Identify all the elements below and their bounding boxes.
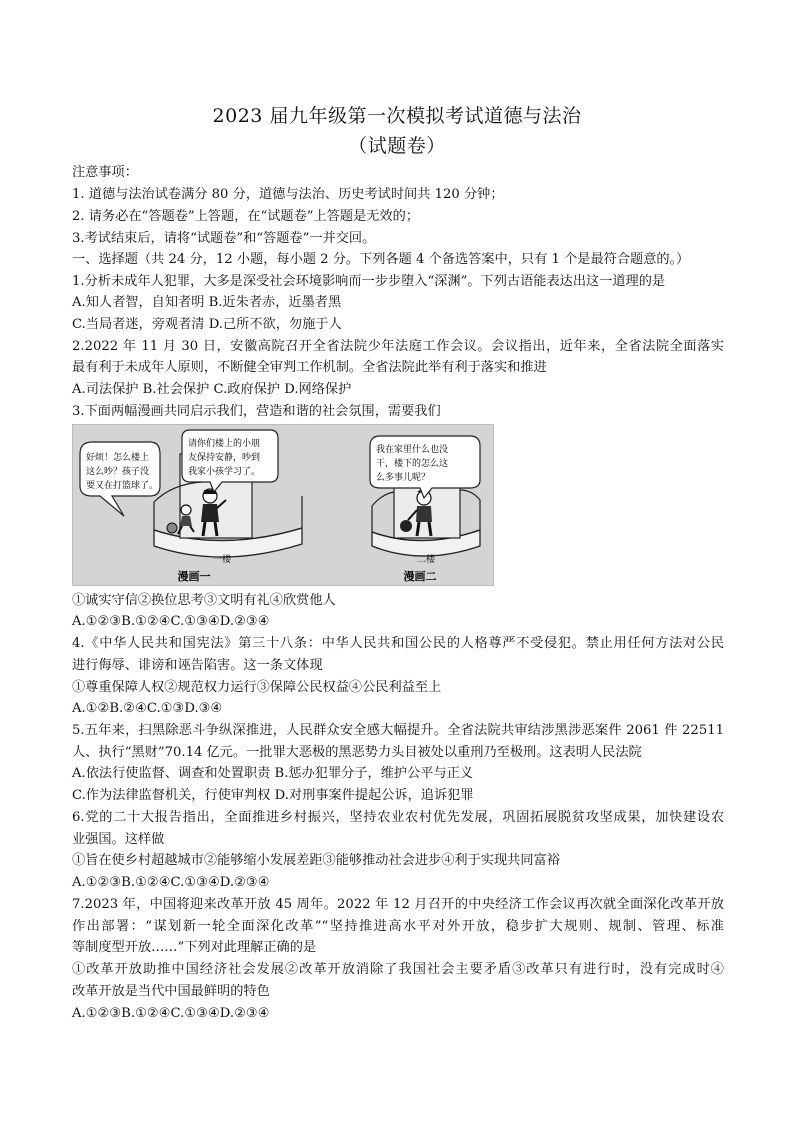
note-item-1: 1. 道德与法治试卷满分 80 分，道德与法治、历史考试时间共 120 分钟； [72, 187, 504, 202]
q3-comic-image [72, 424, 494, 586]
comic-floor1-label: 一楼 [212, 555, 232, 565]
q5-stem-line1: 5.五年来，扫黑除恶斗争纵深推进，人民群众安全感大幅提升。全省法院共审结涉黑涉恶案件 2061 件 22511 [72, 723, 724, 738]
bubble-center-line3: 我家小孩学习了。 [188, 467, 261, 477]
bubble-right-line2: 干，楼下的怎么这 [376, 459, 449, 469]
note-item-2: 2. 请务必在“答题卷”上答题，在“试题卷”上答题是无效的； [72, 209, 420, 224]
q2-stem-line1: 2.2022 年 11 月 30 日，安徽高院召开全省法院少年法庭工作会议。会议指出，近年来，全省法院全面落实 [72, 339, 724, 354]
q6-stem-line2: 业强国。这样做 [72, 832, 165, 847]
bubble-right-line1: 我在家里什么也没 [376, 445, 449, 455]
bubble-left-line1: 好烦！怎么楼上 [86, 453, 150, 463]
bubble-center-line2: 友保持安静，吵到 [188, 453, 261, 463]
q5-options-ab: A.依法行使监督、调查和处置职责 B.惩办犯罪分子，维护公平与正义 [72, 766, 474, 781]
comic-floor2-label: 二楼 [416, 555, 436, 565]
bubble-left-line3: 要又在打篮球了。 [86, 481, 159, 491]
q6-options: A.①②③B.①②④C.①③④D.②③④ [72, 875, 270, 890]
q4-stem-line2: 进行侮辱、诽谤和诬告陷害。这一条文体现 [72, 658, 323, 673]
comic-caption-one: 漫画一 [177, 570, 211, 583]
comic-caption-two: 漫画二 [403, 570, 437, 583]
exam-title: 2023 届九年级第一次模拟考试道德与法治 [212, 105, 582, 127]
notes-heading: 注意事项： [72, 165, 138, 180]
note-item-3: 3.考试结束后，请将“试题卷”和“答题卷”一并交回。 [72, 231, 376, 246]
q5-stem-line2: 人、执行“黑财”70.14 亿元。一批罪大恶极的黑恶势力头目被处以重刑乃至极刑。这表明人民法院 [72, 745, 642, 760]
q7-choices-line1: ①改革开放助推中国经济社会发展②改革开放消除了我国社会主要矛盾③改革只有进行时，没有完成时④ [72, 962, 724, 977]
q3-options: A.①②③B.①②④C.①③④D.②③④ [72, 614, 270, 629]
q6-stem-line1: 6.党的二十大报告指出，全面推进乡村振兴，坚持农业农村优先发展，巩固拓展脱贫攻坚成果，加快建设农 [72, 810, 724, 825]
q7-stem-line1: 7.2023 年，中国将迎来改革开放 45 周年。2022 年 12 月召开的中央经济工作会议再次就全面深化改革开放 [72, 897, 724, 912]
q7-choices-line2: 改革开放是当代中国最鲜明的特色 [72, 984, 270, 999]
q7-options: A.①②③B.①②④C.①③④D.②③④ [72, 1006, 270, 1021]
bubble-center-line1: 请你们楼上的小朋 [188, 439, 261, 449]
q1-options-ab: A.知人者智，自知者明 B.近朱者赤，近墨者黑 [72, 295, 342, 310]
exam-subtitle: （试题卷） [348, 135, 446, 157]
bubble-left-line2: 这么吵？孩子没 [86, 467, 150, 477]
q2-options: A.司法保护 B.社会保护 C.政府保护 D.网络保护 [72, 382, 352, 397]
q3-stem: 3.下面两幅漫画共同启示我们，营造和谐的社会氛围，需要我们 [72, 404, 441, 419]
q5-options-cd: C.作为法律监督机关，行使审判权 D.对刑事案件提起公诉，追诉犯罪 [72, 788, 474, 803]
q4-stem-line1: 4.《中华人民共和国宪法》第三十八条：中华人民共和国公民的人格尊严不受侵犯。禁止用任何方法对公民 [72, 636, 724, 651]
q4-options: A.①②B.②④C.①③D.③④ [72, 701, 223, 716]
q6-choices: ①旨在使乡村超越城市②能够缩小发展差距③能够推动社会进步④利于实现共同富裕 [72, 853, 560, 868]
q1-stem: 1.分析未成年人犯罪，大多是深受社会环境影响而一步步堕入“深渊”。下列古语能表达出这一道理的是 [72, 274, 666, 289]
bubble-right-line3: 么多事儿呢？ [376, 473, 431, 483]
q7-stem-line2: 作出部署：“谋划新一轮全面深化改革”“坚持推进高水平对外开放，稳步扩大规则、规制、管理、标准 [72, 919, 724, 934]
q4-choices: ①尊重保障人权②规范权力运行③保障公民权益④公民利益至上 [72, 680, 442, 695]
q7-stem-line3: 等制度型开放……”下列对此理解正确的是 [72, 940, 317, 955]
q3-choices: ①诚实守信②换位思考③文明有礼④欣赏他人 [72, 593, 336, 608]
q2-stem-line2: 最有利于未成年人原则，不断健全审判工作机制。全省法院此举有利于落实和推进 [72, 360, 547, 375]
q1-options-cd: C.当局者迷，旁观者清 D.己所不欲，勿施于人 [72, 317, 342, 332]
section-heading: 一、选择题（共 24 分，12 小题，每小题 2 分。下列各题 4 个备选答案中，只有 1 个是最符合题意的。） [72, 252, 690, 267]
